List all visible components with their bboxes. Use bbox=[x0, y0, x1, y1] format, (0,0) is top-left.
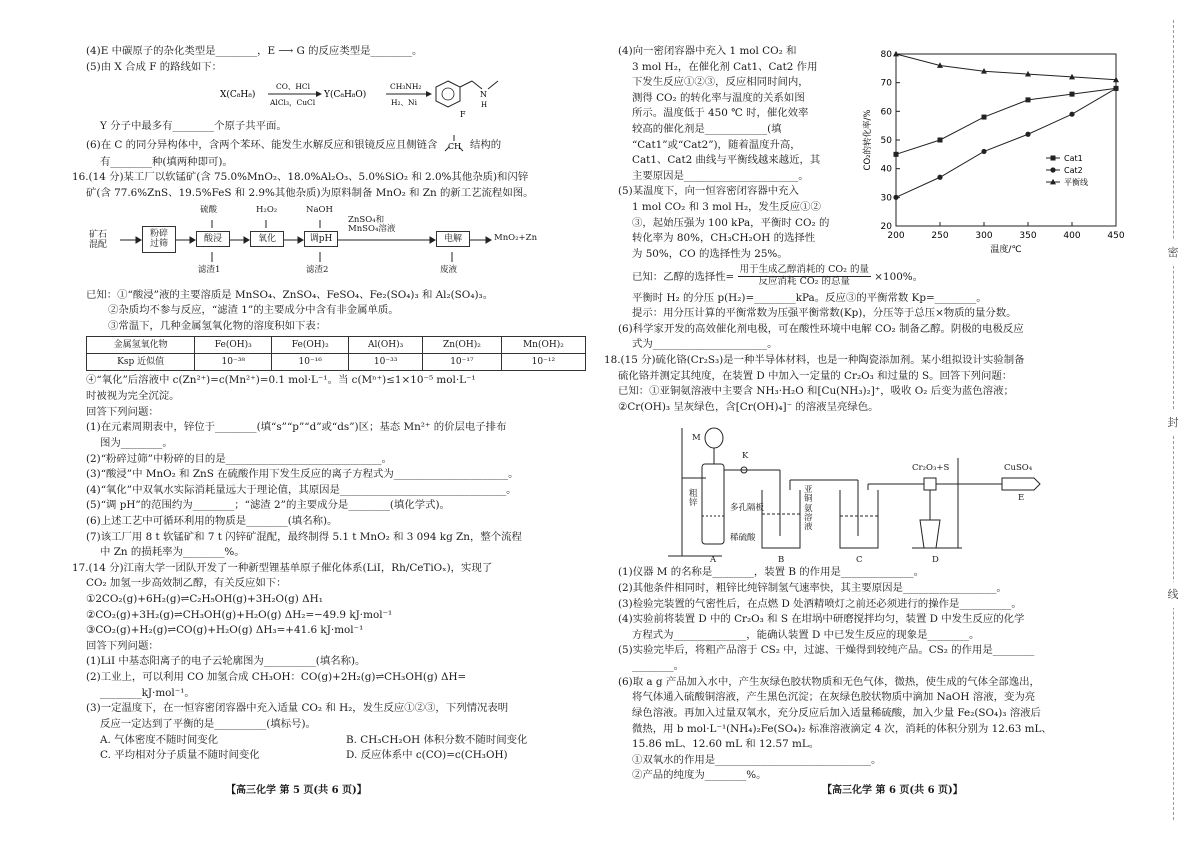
scheme-x: X(C₈H₈) bbox=[220, 90, 256, 101]
data-point-2 bbox=[1069, 112, 1074, 117]
ksp-header-cell: 金属氢氧化物 bbox=[87, 337, 195, 354]
flow-electrolysis-box: 电解 bbox=[436, 231, 470, 248]
scheme-arrow-2-top: CH₃NH₂ bbox=[390, 82, 422, 92]
q17-reaction-2: ②CO₂(g)+3H₂(g)⇌CH₃OH(g)+H₂O(g) ΔH₂=−49.9 kJ·mol⁻¹ bbox=[86, 608, 393, 621]
label-crude-zinc: 粗 锌 bbox=[689, 489, 698, 509]
q16-known-2: ②杂质均不参与反应，“滤渣 1”的主要成分中含有非金属单质。 bbox=[108, 304, 399, 317]
chart-frame bbox=[896, 54, 1116, 226]
mol-n-label: N bbox=[480, 90, 487, 100]
q16-known-4b: 时被视为完全沉淀。 bbox=[86, 390, 180, 403]
flow-naoh-label: NaOH bbox=[306, 204, 333, 215]
q17-q2a: (2)工业上，可以利用 CO 加氢合成 CH₃OH：CO(g)+2H₂(g)⇌CH₃OH(g) ΔH= bbox=[86, 671, 467, 684]
q17-4f: 较高的催化剂是____________(填 bbox=[632, 123, 782, 136]
q16-q7a: (7)该工厂用 8 t 软锰矿和 7 t 闪锌矿混配，最终制得 5.1 t MnO₂ 和 3 094 kg Zn，整个流程 bbox=[86, 530, 522, 543]
data-point-1 bbox=[938, 138, 943, 143]
x-axis-label: 温度/℃ bbox=[990, 245, 1022, 255]
scheme-arrowhead-1 bbox=[316, 91, 322, 97]
ch-label: CH bbox=[447, 141, 461, 151]
co2-conversion-chart bbox=[860, 44, 1130, 266]
flow-acid-label: 硫酸 bbox=[200, 204, 218, 215]
q18-q6f: ①双氧水的作用是______________________________。 bbox=[632, 753, 882, 766]
q18-q6b: 将气体通入硫酸铜溶液，产生黑色沉淀；在灰绿色胶状物质中滴加 NaOH 溶液，变为亮 bbox=[632, 691, 1036, 704]
methyl-bond bbox=[488, 81, 498, 89]
ch2-bond bbox=[460, 81, 472, 87]
synthesis-scheme-svg bbox=[216, 75, 596, 119]
q16-q7b: 中 Zn 的损耗率为________%。 bbox=[100, 546, 245, 559]
legend-label-2: Cat2 bbox=[1064, 166, 1083, 175]
q18-line-2: 硫化铬并测定其纯度，在装置 D 中加入一定量的 Cr₂O₃ 和过量的 S。回答下列问题： bbox=[618, 369, 1013, 382]
flow-waste-label: 废液 bbox=[440, 264, 458, 275]
q16-ask: 回答下列问题： bbox=[86, 405, 159, 418]
apparatus-svg bbox=[662, 424, 1062, 566]
legend-marker-1 bbox=[1051, 156, 1056, 161]
apparatus-b-vessel bbox=[762, 490, 800, 548]
q18-q6c: 绿色溶液。再加入过量双氧水，充分反应后加入适量稀硫酸，加入少量 Fe₂(SO₄)₃ 溶液后 bbox=[632, 706, 1041, 719]
q15-line-4: (4)E 中碳原子的杂化类型是________，E ⟶ G 的反应类型是________。 bbox=[86, 45, 423, 57]
scheme-arrow-1-top: CO、HCl bbox=[276, 82, 311, 92]
q17-q3b: 反应一定达到了平衡的是__________(填标号)。 bbox=[100, 717, 316, 730]
q16-line-1: 16.(14 分)某工厂以软锰矿(含 75.0%MnO₂、18.0%Al₂O₃、5.0%SiO₂ 和 2.0%其他杂质)和闪锌 bbox=[72, 171, 529, 184]
benzene-ring bbox=[436, 81, 460, 107]
q17-4g: “Cat1”或“Cat2”)，随着温度升高， bbox=[632, 138, 801, 151]
q15-line-6a: (6)在 C 的同分异构体中，含两个苯环、能发生水解反应和银镜反应且侧链含 bbox=[86, 138, 438, 151]
label-b: B bbox=[778, 555, 785, 565]
q17-5b: 1 mol CO₂ 和 3 mol H₂，发生反应①② bbox=[632, 201, 821, 214]
apparatus-diagram bbox=[662, 424, 1062, 566]
q16-line-2: 矿(含 77.6%ZnS、19.5%FeS 和 2.9%其他杂质)为原料制备 MnO₂ 和 Zn 的新工艺流程如图。 bbox=[86, 187, 534, 200]
x-tick-label: 250 bbox=[931, 231, 949, 241]
q16-q1a: (1)在元素周期表中，锌位于________(填“s”“p”“d”或“ds”)区；基态 Mn²⁺ 的价层电子排布 bbox=[86, 421, 507, 434]
fraction-numerator: 用于生成乙醇消耗的 CO₂ 的量 bbox=[739, 264, 869, 276]
data-point-1 bbox=[894, 152, 899, 157]
q18-q4b: 方程式为______________，能确认装置 D 中已发生反应的现象是________。 bbox=[632, 628, 980, 641]
ksp-header-cell: Al(OH)₃ bbox=[349, 337, 423, 354]
q17-line-2: CO₂ 加氢一步高效制乙醇，有关反应如下： bbox=[86, 577, 287, 590]
n-bond bbox=[472, 81, 482, 89]
ksp-header-cell: Mn(OH)₂ bbox=[501, 337, 585, 354]
seal-char-2: 封 bbox=[1160, 410, 1186, 436]
flow-arrowhead-3 bbox=[244, 237, 249, 243]
ksp-header-cell: Fe(OH)₃ bbox=[195, 337, 272, 354]
q15-line-6-tail: 结构的 bbox=[470, 138, 502, 151]
q16-known-4: ④“氧化”后溶液中 c(Zn²⁺)=c(Mn²⁺)=0.1 mol·L⁻¹。当 c(Mⁿ⁺)≤1×10⁻⁵ mol·L⁻¹ bbox=[86, 374, 476, 387]
q17-reaction-1: ①2CO₂(g)+6H₂(g)⇌C₂H₅OH(g)+3H₂O(g) ΔH₁ bbox=[86, 593, 323, 606]
q17-6b: 式为______________________。 bbox=[632, 338, 778, 351]
flow-arrowhead-6 bbox=[486, 237, 491, 243]
ksp-value-cell: Ksp 近似值 bbox=[87, 354, 195, 371]
q17-5e: 为 50%，CO 的选择性为 25%。 bbox=[632, 247, 788, 260]
flow-arrowhead-5 bbox=[430, 237, 435, 243]
left-page-footer: 【高三化学 第 5 页(共 6 页)】 bbox=[226, 785, 367, 796]
flow-residue1-label: 滤渣1 bbox=[198, 264, 221, 275]
ksp-table bbox=[86, 336, 586, 371]
q18-q4a: (4)实验前将装置 D 中的 Cr₂O₃ 和 S 在坩埚中研磨搅拌均匀，装置 D 中发生反应的化学 bbox=[618, 613, 1025, 626]
flow-product-label: MnO₂+Zn bbox=[494, 232, 538, 243]
flow-crush-box: 粉碎 过筛 bbox=[142, 226, 176, 254]
scheme-y: Y(C₈H₈O) bbox=[324, 90, 367, 101]
q18-q3: (3)检验完装置的气密性后，在点燃 D 处酒精喷灯之前还必须进行的操作是__________。 bbox=[618, 597, 1022, 610]
flow-solution-label: ZnSO₄和 MnSO₄溶液 bbox=[348, 214, 396, 234]
y-axis-label: CO₂的转化率/% bbox=[863, 109, 873, 171]
known-formula-prefix: 已知：乙醇的选择性= bbox=[632, 270, 735, 283]
ksp-value-cell: 10⁻³³ bbox=[349, 354, 423, 371]
q17-line-1: 17.(14 分)江南大学一团队开发了一种新型锂基单原子催化体系(LiI，Rh/CeTiOₓ)，实现了 bbox=[72, 561, 493, 574]
ch-branch-structure bbox=[441, 135, 467, 155]
legend-label-1: Cat1 bbox=[1064, 154, 1083, 163]
q17-5d: 转化率为 80%，CH₃CH₂OH 的选择性 bbox=[632, 232, 816, 245]
apparatus-c-vessel bbox=[840, 490, 878, 548]
fraction-denominator: 反应消耗 CO₂ 的总量 bbox=[758, 276, 850, 288]
ksp-value-cell: 10⁻³⁸ bbox=[195, 354, 272, 371]
separatory-funnel bbox=[705, 428, 723, 448]
y-tick-label: 60 bbox=[880, 107, 892, 118]
q17-reaction-3: ③CO₂(g)+H₂(g)⇌CO(g)+H₂O(g) ΔH₃=+41.6 kJ·mol⁻¹ bbox=[86, 624, 364, 637]
flow-arrowhead-4 bbox=[298, 237, 303, 243]
q17-ask: 回答下列问题： bbox=[86, 639, 159, 652]
apparatus-d-boat bbox=[924, 478, 936, 490]
binding-margin bbox=[1146, 0, 1200, 847]
y-tick-label: 30 bbox=[880, 193, 892, 204]
label-dilute-acid: 稀硫酸 bbox=[730, 533, 756, 543]
x-tick-label: 450 bbox=[1107, 231, 1125, 241]
q17-q2b: ________kJ·mol⁻¹。 bbox=[100, 686, 195, 699]
q15-line-6a-row bbox=[86, 135, 580, 155]
x-tick-label: 400 bbox=[1063, 231, 1081, 241]
q18-q1: (1)仪器 M 的名称是________，装置 B 的作用是______________。 bbox=[618, 566, 924, 579]
apparatus-e-tube bbox=[1002, 478, 1040, 490]
q17-4b: 3 mol H₂，在催化剂 Cat1、Cat2 作用 bbox=[632, 60, 818, 73]
label-d: D bbox=[932, 555, 939, 565]
q18-q5b: ________。 bbox=[632, 660, 684, 673]
flow-arrowhead-2 bbox=[190, 237, 195, 243]
seal-char-1: 密 bbox=[1160, 240, 1186, 266]
y-tick-label: 70 bbox=[880, 78, 892, 89]
q16-q4: (4)“氧化”中双氧水实际消耗量远大于理论值，其原因是________________________________。 bbox=[86, 483, 517, 496]
benzene-aromatic-circle bbox=[442, 88, 454, 100]
y-tick-label: 20 bbox=[880, 222, 892, 232]
q17-4e: 所示。温度低于 450 ℃ 时，催化效率 bbox=[632, 107, 809, 120]
scheme-arrow-2-bottom: H₂、Ni bbox=[391, 98, 418, 108]
apparatus-a-vessel bbox=[702, 464, 724, 544]
data-point-2 bbox=[893, 195, 898, 200]
q17-5a: (5)某温度下，向一恒容密闭容器中充入 bbox=[618, 185, 799, 198]
q17-options-cd bbox=[86, 748, 580, 764]
flow-arrowhead-1 bbox=[136, 237, 141, 243]
selectivity-fraction bbox=[738, 265, 871, 288]
ksp-value-cell: 10⁻¹⁶ bbox=[272, 354, 349, 371]
q17-option-d: D. 反应体系中 c(CO)=c(CH₃OH) bbox=[346, 749, 508, 762]
q18-q6g: ②产品的纯度为________%。 bbox=[632, 769, 767, 782]
right-page-footer: 【高三化学 第 6 页(共 6 页)】 bbox=[822, 785, 963, 796]
q17-option-a: A. 气体密度不随时间变化 bbox=[100, 733, 219, 746]
series-line-1 bbox=[896, 88, 1116, 154]
scheme-arrow-1-bottom: AlCl₃，CuCl bbox=[270, 98, 316, 108]
x-tick-label: 200 bbox=[887, 231, 905, 241]
q16-q3: (3)“酸浸”中 MnO₂ 和 ZnS 在硫酸作用下发生反应的离子方程式为______________________。 bbox=[86, 468, 519, 481]
label-e: E bbox=[1018, 493, 1025, 503]
q18-q6d: 微热，用 b mol·L⁻¹(NH₄)₂Fe(SO₄)₂ 标准溶液滴定 4 次，消耗的体积分别为 12.63 mL、 bbox=[632, 722, 1052, 735]
q18-q6a: (6)取 a g 产品加入水中，产生灰绿色胶状物质和无色气体，微热，使生成的气体全部逸出， bbox=[618, 675, 1040, 688]
data-point-2 bbox=[981, 149, 986, 154]
q17-4i: 主要原因是______________________。 bbox=[632, 169, 809, 182]
q17-5c: ③，起始压强为 100 kPa，平衡时 CO₂ 的 bbox=[632, 216, 830, 229]
flow-leach-box: 酸浸 bbox=[196, 231, 230, 248]
x-tick-label: 300 bbox=[975, 231, 993, 241]
q17-4h: Cat1、Cat2 曲线与平衡线越来越近，其 bbox=[632, 154, 821, 167]
q16-q5: (5)“调 pH”的范围约为________；“滤渣 2”的主要成分是________(填化学式)。 bbox=[86, 499, 450, 512]
legend-label-3: 平衡线 bbox=[1064, 178, 1088, 187]
ksp-header-row bbox=[87, 337, 586, 354]
ksp-header-cell: Zn(OH)₂ bbox=[423, 337, 502, 354]
q17-5g: 提示：用分压计算的平衡常数为压强平衡常数(Kp)，分压等于总压×物质的量分数。 bbox=[632, 307, 1017, 320]
label-cr2o3-s: Cr₂O₃+S bbox=[912, 463, 950, 473]
q17-4d: 测得 CO₂ 的转化率与温度的关系如图 bbox=[632, 91, 805, 104]
q17-known-formula bbox=[618, 263, 1122, 291]
flow-oxidation-box: 氧化 bbox=[250, 231, 284, 248]
synthesis-scheme bbox=[86, 75, 580, 119]
q15-line-5b: Y 分子中最多有________个原子共平面。 bbox=[100, 120, 287, 133]
q16-q6: (6)上述工艺中可循环利用的物质是________(填名称)。 bbox=[86, 514, 338, 527]
q15-line-5: (5)由 X 合成 F 的路线如下： bbox=[86, 60, 223, 73]
q17-q1: (1)LiI 中基态阳离子的电子云轮廓图为__________(填名称)。 bbox=[86, 655, 366, 668]
apparatus-d-burner bbox=[920, 520, 940, 548]
y-tick-label: 80 bbox=[880, 50, 892, 60]
x-tick-label: 350 bbox=[1019, 231, 1037, 241]
series-line-3 bbox=[896, 54, 1116, 80]
q17-5f: 平衡时 H₂ 的分压 p(H₂)=________kPa。反应③的平衡常数 Kp=________。 bbox=[632, 291, 987, 304]
ksp-value-cell: 10⁻¹² bbox=[501, 354, 585, 371]
q16-known-3: ③常温下，几种金属氢氧化物的溶度积如下表： bbox=[108, 319, 327, 332]
q18-line-1: 18.(15 分)硫化铬(Cr₂S₃)是一种半导体材料，也是一种陶瓷添加剂。某小组拟设计实验制备 bbox=[604, 353, 1025, 366]
q17-4a: (4)向一密闭容器中充入 1 mol CO₂ 和 bbox=[618, 45, 797, 57]
q18-q5a: (5)实验完毕后，将粗产品溶于 CS₂ 中，过滤、干燥得到较纯产品。CS₂ 的作用是________ bbox=[618, 644, 1035, 657]
flow-ph-box: 调pH bbox=[304, 231, 338, 248]
seal-char-3: 线 bbox=[1160, 582, 1186, 608]
mol-h-label: H bbox=[481, 101, 488, 110]
flow-h2o2-label: H₂O₂ bbox=[256, 204, 278, 215]
known-formula-suffix: ×100%。 bbox=[874, 270, 924, 283]
data-point-1 bbox=[1026, 97, 1031, 102]
q17-6a: (6)科学家开发的高效催化剂电极，可在酸性环境中电解 CO₂ 制备乙醇。阴极的电极反应 bbox=[618, 322, 1024, 335]
ksp-value-row bbox=[87, 354, 586, 371]
q16-known-1: 已知：①“酸浸”液的主要溶质是 MnSO₄、ZnSO₄、FeSO₄、Fe₂(SO₄)₃ 和 Al₂(SO₄)₃。 bbox=[86, 288, 494, 301]
chart-svg bbox=[860, 44, 1130, 266]
q18-q6e: 15.86 mL、12.60 mL 和 12.57 mL。 bbox=[632, 738, 820, 751]
q17-4c: 下发生反应①②③，反应相同时间内， bbox=[632, 76, 809, 89]
process-flow bbox=[86, 204, 580, 284]
label-cu-ammonia: 亚 铜 氨 溶 液 bbox=[804, 485, 813, 533]
label-m: M bbox=[692, 433, 701, 443]
ksp-header-cell: Fe(OH)₂ bbox=[272, 337, 349, 354]
ksp-value-cell: 10⁻¹⁷ bbox=[423, 354, 502, 371]
data-point-1 bbox=[1070, 92, 1075, 97]
q16-q1b: 图为________。 bbox=[100, 436, 173, 449]
data-point-2 bbox=[937, 175, 942, 180]
product-f-structure bbox=[436, 81, 498, 119]
q17-option-b: B. CH₃CH₂OH 体积分数不随时间变化 bbox=[346, 733, 528, 746]
q18-known-2: ②Cr(OH)₃ 呈灰绿色，含[Cr(OH)₄]⁻ 的溶液呈亮绿色。 bbox=[618, 400, 879, 413]
legend-marker-2 bbox=[1050, 167, 1055, 172]
flow-residue2-label: 滤渣2 bbox=[306, 264, 329, 275]
data-point-2 bbox=[1025, 132, 1030, 137]
flow-raw-material: 矿石 混配 bbox=[86, 228, 110, 254]
y-tick-label: 50 bbox=[880, 136, 892, 146]
q17-option-c: C. 平均相对分子质量不随时间变化 bbox=[100, 749, 260, 762]
y-tick-label: 40 bbox=[880, 164, 892, 175]
q15-line-6b: 有________种(填两种即可)。 bbox=[100, 155, 233, 168]
data-point-1 bbox=[982, 115, 987, 120]
data-point-2 bbox=[1113, 86, 1118, 91]
scheme-f: F bbox=[460, 110, 466, 120]
q18-known-1: 已知：①亚铜氨溶液中主要含 NH₃·H₂O 和[Cu(NH₃)₂]⁺，吸收 O₂ 后变为蓝色溶液； bbox=[618, 385, 1014, 398]
q17-options-ab bbox=[86, 733, 580, 749]
q17-q3a: (3)一定温度下，在一恒容密闭容器中充入适量 CO₂ 和 H₂，发生反应①②③，下列情况表明 bbox=[86, 702, 509, 715]
q16-q2: (2)“粉碎过筛”中粉碎的目的是______________________________。 bbox=[86, 452, 392, 465]
q18-q2: (2)其他条件相同时，粗锌比纯锌制氢气速率快，其主要原因是__________________。 bbox=[618, 582, 1007, 595]
label-cuso4: CuSO₄ bbox=[1004, 463, 1033, 473]
label-k: K bbox=[742, 451, 749, 461]
label-porous-plate: 多孔隔板 bbox=[730, 503, 765, 513]
scheme-arrowhead-2 bbox=[426, 91, 432, 97]
label-c: C bbox=[856, 555, 863, 565]
label-a: A bbox=[710, 555, 717, 565]
